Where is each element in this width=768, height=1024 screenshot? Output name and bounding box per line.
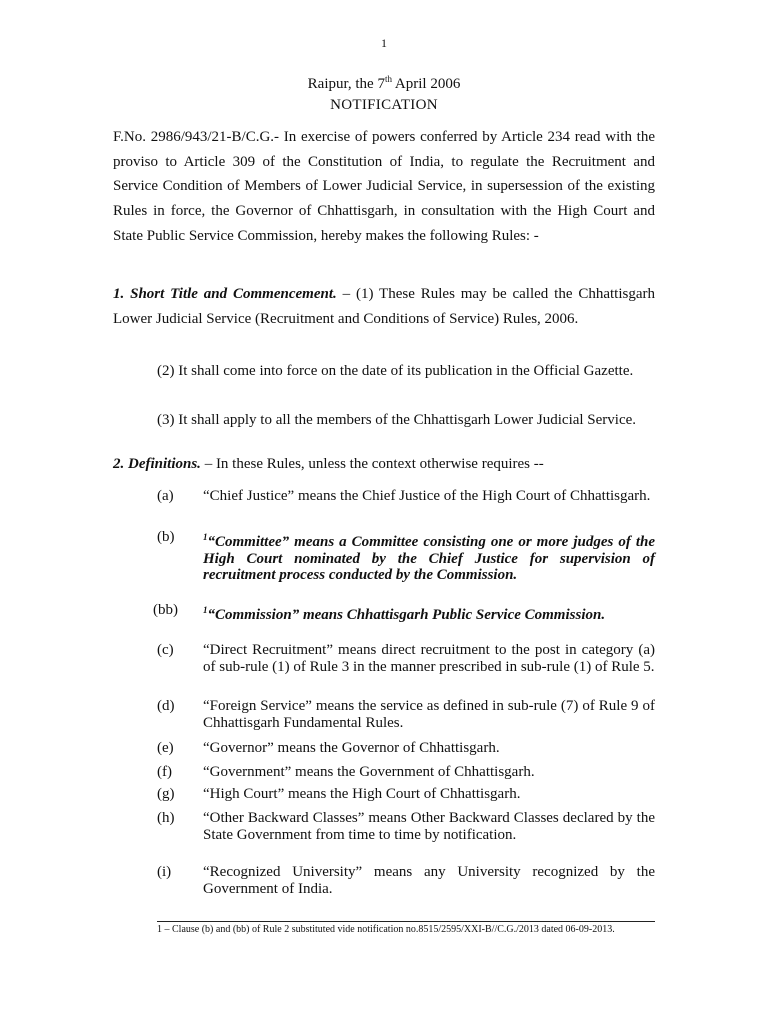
intro-text: In exercise of powers conferred by Article 234 read with the proviso to Article 309 of the Constitution of India, to regulate the Recruitment and Service Condition of Members of Lower Judicial Service, in supersession of the existing Rules in force, the Governor of Chhattisgarh, in consultation with the High Court and State Public Service Commission, hereby makes the following Rules: - [113, 129, 655, 244]
definition-text: “Other Backward Classes” means Other Backward Classes declared by the State Government from time to time by notification. [203, 810, 655, 843]
dateline [0, 74, 768, 93]
dateline-date: April 2006 [391, 76, 461, 92]
definition-label: (bb) [153, 602, 178, 618]
definition-label: (a) [157, 488, 174, 504]
dateline-place: Raipur, the 7 [307, 76, 385, 92]
definition-label: (b) [157, 529, 175, 545]
definition-text: $^1$“Committee” means a Committee consisting one or more judges of the High Court nominated by the Chief Justice for supervision of recruitment process conducted by the Commission. [203, 532, 655, 583]
section-2-title: 2. Definitions. [113, 456, 201, 472]
definition-label: (h) [157, 810, 175, 826]
definition-label: (e) [157, 740, 174, 756]
footnote-divider [157, 921, 655, 922]
footnote-marker: 1 [203, 532, 208, 542]
definition-text: “Governor” means the Governor of Chhattisgarh. [203, 740, 500, 756]
section-1-text: – (1) These Rules may be called the Chhattisgarh Lower Judicial Service (Recruitment and Conditions of Service) Rules, 2006. [113, 286, 655, 327]
section-1-sub-2: (2) It shall come into force on the date of its publication in the Official Gazette. [157, 363, 634, 379]
file-number: F.No. 2986/943/21-B/C.G.- [113, 129, 280, 145]
intro-paragraph [113, 125, 655, 249]
section-1 [113, 282, 655, 331]
dateline-superscript: th [384, 74, 392, 84]
notification-heading: NOTIFICATION [330, 97, 438, 113]
definition-label: (c) [157, 642, 174, 658]
definition-text: “Chief Justice” means the Chief Justice of the High Court of Chhattisgarh. [203, 488, 651, 504]
definition-text: “High Court” means the High Court of Chhattisgarh. [203, 786, 521, 802]
definition-text: “Foreign Service” means the service as defined in sub-rule (7) of Rule 9 of Chhattisgarh Fundamental Rules. [203, 698, 655, 731]
section-2-text: – In these Rules, unless the context otherwise requires -- [200, 456, 544, 472]
definition-text: $^1$“Commission” means Chhattisgarh Public Service Commission. [203, 605, 606, 623]
definition-text: “Direct Recruitment” means direct recruitment to the post in category (a) of sub-rule (1) of Rule 3 in the manner prescribed in sub-rule (1) of Rule 5. [203, 642, 655, 675]
footnote-marker: 1 [203, 605, 208, 615]
section-1-title: 1. Short Title and Commencement. [113, 286, 337, 302]
definition-label: (f) [157, 764, 172, 780]
definition-label: (g) [157, 786, 175, 802]
definition-text: “Government” means the Government of Chhattisgarh. [203, 764, 535, 780]
section-1-sub-3: (3) It shall apply to all the members of the Chhattisgarh Lower Judicial Service. [157, 412, 637, 428]
section-2 [113, 452, 655, 477]
page-number: 1 [381, 36, 387, 50]
footnote: 1 – Clause (b) and (bb) of Rule 2 substituted vide notification no.8515/2595/XXI-B//C.G./2013 dated 06-09-2013. [157, 924, 615, 935]
definition-text: “Recognized University” means any University recognized by the Government of India. [203, 864, 655, 897]
definition-label: (i) [157, 864, 172, 880]
definition-label: (d) [157, 698, 175, 714]
